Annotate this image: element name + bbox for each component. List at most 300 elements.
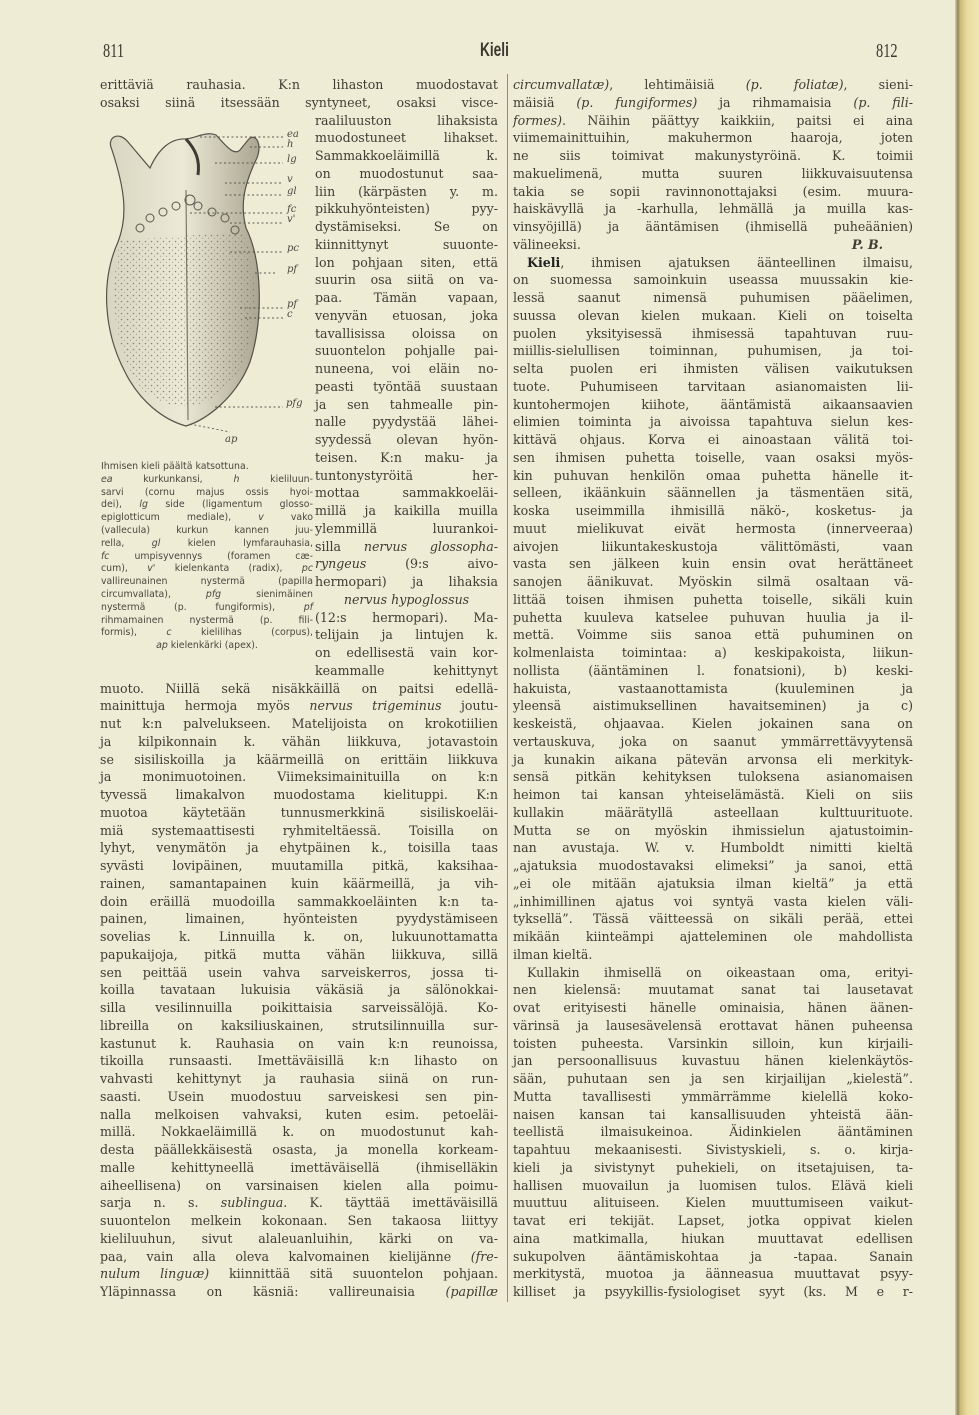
text-run: vahvasti kehittynyt ja rauhasia siinä on run- [100, 1071, 498, 1086]
caption-line [101, 589, 313, 602]
text-line [315, 378, 498, 396]
text-run: vasta sen jälkeen kuin ensin ovat herättäneet [513, 556, 913, 572]
text-line [513, 94, 913, 112]
left-column-narrow [315, 112, 498, 680]
text-run: rihmamainen nystermä (p. fili- [101, 614, 313, 626]
text-line [513, 680, 913, 698]
text-run: nan avustaja. W. v. Humboldt nimitti kieltä [513, 840, 913, 856]
text-line [315, 218, 498, 236]
italic-term: ap [156, 640, 168, 652]
text-run: syvästi lovipäinen, muutamilla pitkä, kaksihaa- [100, 858, 498, 873]
text-run: tyksellä”. Tässä väitteessä on sikäli perää, ettei [513, 911, 913, 927]
text-run: rella, [101, 537, 152, 549]
italic-term: nervus hypoglossus [343, 591, 470, 607]
text-line [315, 183, 498, 201]
text-line [100, 1177, 498, 1195]
text-line [513, 839, 913, 857]
caption-line [101, 627, 313, 640]
italic-term: pc [301, 563, 313, 575]
text-run: telijain ja lintujen k. [315, 627, 498, 643]
text-run: peasti työntää suustaan [315, 378, 498, 394]
text-run: kurkunkansi, [112, 473, 234, 485]
text-run: yleensä aistimuksellinen havaitseminen) ja c) [513, 698, 913, 714]
figure-label: ea [287, 129, 299, 140]
text-line [513, 502, 913, 520]
text-run: ja kilpikonnain k. vähän liikkuva, jotavastoin [100, 733, 498, 749]
text-run: dei), [101, 499, 140, 511]
text-run: Mutta tavallisesti ymmärrämme kielellä koko- [513, 1088, 913, 1104]
text-run: littää toisen ihmisen puhetta toiselle, sikäli kuin [513, 591, 913, 607]
text-run: venyvän etuosan, joka [315, 307, 498, 323]
text-line [513, 1088, 913, 1106]
text-run: muut mielikuvat eivät hermosta (innerveeraa) [513, 520, 913, 536]
figure-label: pc [287, 243, 300, 254]
text-line [513, 555, 913, 573]
text-run: silla vesilinnuilla poikittaisia sarveissälöjä. Ko- [100, 1000, 498, 1015]
text-run: nollista (ääntäminen l. fonatsioni), b) keski- [513, 662, 913, 678]
text-run: tikoilla runsaasti. Imettäväisillä k:n lihasto on [100, 1053, 498, 1069]
text-run: makuelimenä, mutta suuren liikkuvaisuutensa [513, 165, 913, 181]
text-run: nystermä (p. fungiformis), [101, 601, 304, 613]
text-run: , sieni- [843, 77, 913, 92]
text-run: vinsyöjillä) ja ääntämisen (ihmisellä puheäänien) [513, 219, 913, 234]
text-line [513, 609, 913, 627]
text-line [100, 1070, 498, 1088]
text-run: haiskävyllä ja -karhulla, lehmällä ja muilla kas- [513, 201, 913, 217]
text-line [513, 768, 913, 786]
text-line [315, 236, 498, 254]
text-run: doin eräillä muodoilla sammakkoeläinten k:n ta- [100, 893, 498, 909]
text-run: hermopari) ja lihaksia [315, 574, 498, 589]
figure-label: v [287, 174, 293, 185]
text-run: millä. Nokkaeläimillä k. on muodostunut kah- [100, 1124, 498, 1140]
text-line [315, 484, 498, 502]
italic-term: nervus glossopha- [363, 538, 498, 554]
text-run: sovelias k. Linnuilla k. on, lukuunottamatta [100, 929, 498, 944]
text-run: värinsä ja lausesävelensä erottavat hänen puheensa [513, 1017, 913, 1033]
text-run: teisen. K:n maku- ja [315, 449, 498, 465]
text-run: joutu- [441, 698, 498, 714]
text-run: silla [315, 538, 364, 554]
text-line [513, 200, 913, 218]
text-line [513, 1035, 913, 1053]
text-run: Ihmisen kieli päältä katsottuna. [101, 461, 249, 472]
text-run: kieli ja sivistynyt puhekieli, on itsetajuisen, ta- [513, 1159, 913, 1175]
text-run: ja kunakin aikana pätevän arvonsa eli merkityk- [513, 751, 913, 767]
italic-term: formes) [513, 112, 563, 128]
text-line [513, 396, 913, 414]
text-line [100, 94, 498, 112]
text-run: mettä. Voimme siis sanoa että puhuminen on [513, 627, 913, 643]
text-line [100, 857, 498, 875]
text-line [100, 928, 498, 946]
text-line [513, 1283, 913, 1301]
text-line [100, 786, 498, 804]
text-line [513, 183, 913, 201]
text-run: . K. täyttää imettäväisillä [283, 1195, 498, 1211]
text-line [315, 254, 498, 272]
text-line [100, 1088, 498, 1106]
text-line [513, 644, 913, 662]
text-line [315, 112, 498, 130]
text-line [315, 289, 498, 307]
text-run: ne siis toimivat makunystyröinä. K. toimii [513, 148, 913, 163]
text-line [315, 413, 498, 431]
text-line [100, 804, 498, 822]
text-run: mottaa sammakkoeläi- [315, 485, 498, 501]
text-run: kieliluun- [239, 473, 314, 485]
text-line [513, 1194, 913, 1212]
text-run: sensä pitkän kehityksen tuloksena asianomaisen [513, 769, 913, 785]
text-line [100, 76, 498, 94]
text-run: heimon tai kansan yhteiselämästä. Kieli on siis [513, 787, 913, 802]
text-line [315, 431, 498, 449]
caption-line [101, 512, 313, 525]
text-line [513, 662, 913, 680]
text-line [315, 609, 498, 627]
text-run: tuntonystyröitä her- [315, 467, 498, 483]
text-run: teellistä ilmaisukeinoa. Äidinkielen ääntäminen [513, 1124, 913, 1140]
text-line [513, 289, 913, 307]
text-run: elimien toiminta ja aivoissa tapahtuva sielun kes- [513, 414, 913, 430]
italic-term: v [258, 512, 264, 524]
text-line [315, 626, 498, 644]
text-line [513, 307, 913, 325]
text-run: lyhyt, venymätön ja ehytpäinen k., toisilla taas [100, 840, 498, 856]
text-run: paa, vain alla oleva kalvomainen kielijänne [100, 1248, 471, 1264]
text-line [315, 307, 498, 325]
text-run: „ajatuksia muodostavaksi elimeksi” ja sanoi, että [513, 858, 913, 873]
text-run: cum), [101, 563, 148, 575]
text-run: rainen, samantapainen kuin käärmeillä, ja vih- [100, 875, 498, 891]
text-run: aina matkimalla, hiukan muuttavat edellisen [513, 1230, 913, 1246]
text-run: kolmenlaista toimintaa: a) keskipakoista, liikun- [513, 645, 913, 660]
page-edge [955, 0, 979, 1415]
text-line [513, 254, 913, 272]
text-line [513, 999, 913, 1017]
italic-term: gl [151, 537, 161, 549]
text-run: puolen yksityisessä ihmisessä tapahtuvan ruu- [513, 325, 913, 341]
text-line [100, 1194, 498, 1212]
text-run: dystämiseksi. Se on [315, 219, 498, 234]
text-run: vallireunainen nystermä (papilla [101, 576, 313, 588]
text-run: aiheellisena) on varsinaisen kielen alla poimu- [100, 1177, 498, 1193]
text-run: mikään kiinteämpi ajatteleminen ole mahdollista [513, 929, 913, 944]
text-run: tapahtuu mekaanisesti. Sivistyskieli, s. o. kirja- [513, 1142, 913, 1157]
text-line [315, 538, 498, 556]
text-line [100, 910, 498, 928]
text-line [315, 449, 498, 467]
text-line [100, 981, 498, 999]
text-run: suurin osa siitä on va- [315, 272, 498, 288]
text-line [100, 964, 498, 982]
text-run: sarja n. s. [100, 1195, 221, 1211]
running-title: Kieli [480, 40, 509, 61]
text-line [513, 467, 913, 485]
italic-term: c [166, 627, 172, 639]
text-run: millä ja kaikilla muilla [315, 503, 498, 518]
text-run: selleen, ikäänkuin säännellen ja täsmentäen sitä, [513, 485, 913, 501]
italic-term: nulum linguæ) [100, 1266, 210, 1282]
text-run: (12:s hermopari). Ma- [315, 609, 498, 625]
text-line [513, 733, 913, 751]
text-run: osaksi siinä itsessään syntyneet, osaksi visce- [100, 94, 498, 110]
text-run: kielenkärki (apex). [167, 640, 258, 652]
text-line [513, 626, 913, 644]
text-run: jan persoonallisuus kuvastuu hänen kielenkäytös- [513, 1053, 913, 1069]
text-run: kiinnittää sitä suuontelon pohjaan. [209, 1266, 498, 1282]
text-run: suussa olevan kielen mukaan. Kieli on toiselta [513, 307, 913, 323]
text-run: kin puhuvan henkilön omaa puhetta hänelle it- [513, 467, 913, 483]
italic-term: pf [303, 601, 313, 613]
page-number-left: 811 [103, 40, 125, 62]
italic-term: (fre- [470, 1248, 498, 1264]
text-line [100, 1106, 498, 1124]
text-line [315, 360, 498, 378]
text-run: ylemmillä luurankoi- [315, 520, 498, 536]
text-line [513, 1123, 913, 1141]
text-run: miillis-sielullisen toiminnan, puhumisen, ja toi- [513, 343, 913, 359]
italic-term: ea [101, 473, 113, 485]
text-run: , lehtimäisiä [609, 77, 746, 92]
text-run: sienimäinen [221, 588, 314, 600]
text-line [100, 1283, 498, 1301]
text-run: välineeksi. [513, 236, 581, 252]
text-line [100, 999, 498, 1017]
text-line [315, 271, 498, 289]
text-line [513, 342, 913, 360]
text-run: formis), [101, 627, 167, 639]
text-run: nuneena, voi eläin no- [315, 361, 498, 376]
text-run: , ihmisen ajatuksen äänteellinen ilmaisu, [560, 254, 913, 270]
text-run: . Näihin päättyy kaikkiin, paitsi ei aina [562, 112, 913, 128]
text-run: erittäviä rauhasia. K:n lihaston muodostavat [100, 77, 498, 92]
left-column-top [100, 76, 498, 112]
italic-term: sublingua [220, 1195, 284, 1211]
text-line [100, 1017, 498, 1035]
text-line [315, 555, 498, 573]
caption-line [101, 499, 313, 512]
text-run: sarvi (cornu majus ossis hyoi- [101, 486, 313, 498]
text-line [315, 662, 498, 680]
text-line [513, 715, 913, 733]
figure-label: h [287, 139, 294, 150]
text-run: kieliluuhun, sivut alaleuanluihin, kärki on va- [100, 1230, 498, 1246]
figure-label: gl [287, 186, 297, 197]
text-run: Mutta se on myöskin ihmissielun ajatustoimin- [513, 822, 913, 838]
italic-term: h [233, 473, 240, 485]
text-run: tyvessä limakalvon muodostama kielituppi. K:n [100, 787, 498, 802]
text-line [100, 1123, 498, 1141]
text-run: aivojen liikuntakeskustoja välittömästi, vaan [513, 538, 913, 554]
figure-label: pf [287, 264, 298, 275]
text-run: kielenkanta (radix), [155, 563, 302, 575]
text-run: nalle pyydystää lähei- [315, 414, 498, 430]
caption-line [101, 640, 313, 653]
text-line [100, 733, 498, 751]
text-run: naisen kansan tai kansallisuuden yhteistä ään- [513, 1106, 913, 1122]
text-line [100, 1141, 498, 1159]
text-line [100, 1230, 498, 1248]
text-run: killiset ja psyykillis-fysiologiset syyt (ks. M e r- [513, 1284, 913, 1299]
text-run: „inhimillinen ajatus voi syntyä vasta kielen väli- [513, 893, 913, 909]
text-line [100, 875, 498, 893]
text-line [315, 573, 498, 591]
entry-headword: Kieli [527, 254, 561, 270]
text-run: hakuista, vastaanottamista (kuuleminen ja [513, 680, 913, 696]
text-run: (vallecula) kurkun kannen juu- [101, 524, 313, 536]
text-line [513, 271, 913, 289]
text-run: circumvallata), [101, 588, 206, 600]
text-line [513, 1248, 913, 1266]
text-line [513, 1230, 913, 1248]
text-line [315, 520, 498, 538]
text-run: kiinnittynyt suuonte- [315, 236, 498, 252]
text-line [513, 1177, 913, 1195]
text-run: malle kehittyneellä imettäväisellä (ihmiselläkin [100, 1159, 498, 1175]
text-line [315, 165, 498, 183]
text-run: umpisyvennys (foramen cæ- [109, 550, 313, 562]
text-line [315, 644, 498, 662]
text-line [315, 396, 498, 414]
text-line [513, 1141, 913, 1159]
text-line [513, 1052, 913, 1070]
text-run: muuttuu alituiseen. Kielen muuttumiseen vaikut- [513, 1195, 913, 1211]
text-run: puhetta kuuleva katselee puhuvan huulia ja il- [513, 609, 913, 625]
text-line [513, 893, 913, 911]
text-line [513, 1070, 913, 1088]
text-run: paa. Tämän vapaan, [315, 290, 498, 305]
text-line [513, 928, 913, 946]
text-run: muoto. Niillä sekä nisäkkäillä on paitsi edellä- [100, 680, 498, 696]
figure-caption [101, 461, 313, 653]
figure-label: fc [287, 204, 297, 215]
text-run: mäisiä [513, 94, 577, 110]
text-line [513, 76, 913, 94]
text-line [100, 768, 498, 786]
text-run: painen, limainen, hyönteisten pyydystämiseen [100, 911, 498, 927]
text-run: sanojen äänikuvat. Myöskin silmä osaltaan vä- [513, 574, 913, 589]
text-run: mainittuja hermoja myös [100, 698, 310, 714]
text-run: nen kielensä: muutamat sanat tai lausetavat [513, 982, 913, 998]
text-run: ja monimuotoinen. Viimeksimainituilla on k:n [100, 769, 498, 785]
text-run: ja rihmamaisia [697, 94, 854, 110]
text-run: on suomessa samoinkuin useassa muussakin kie- [513, 272, 913, 288]
text-run: muodostuneet lihakset. [315, 130, 498, 146]
text-run: merkitystä, muotoa ja äänneasua muuttavat psyy- [513, 1266, 913, 1282]
right-column [513, 76, 913, 1301]
text-line [315, 129, 498, 147]
caption-line [101, 474, 313, 487]
text-line [100, 1159, 498, 1177]
text-run: nut k:n palvelukseen. Matelijoista on krokotiilien [100, 716, 498, 731]
text-run: sään, puhutaan sen ja sen kirjailijan „kielestä”. [513, 1071, 913, 1086]
text-line [315, 325, 498, 343]
text-run: syydessä olevan hyön- [315, 432, 498, 447]
text-line [513, 981, 913, 999]
text-line [100, 751, 498, 769]
text-run: on edellisestä vain kor- [315, 645, 498, 660]
text-line [513, 449, 913, 467]
text-line [513, 218, 913, 236]
text-line [513, 1017, 913, 1035]
italic-term: (p. foliatæ) [745, 77, 844, 92]
text-run: takia se sopii ravinnonottajaksi (esim. muura- [513, 183, 913, 199]
text-run: tavat eri tekijät. Lapset, jotka oppivat kielen [513, 1213, 913, 1228]
text-line [513, 804, 913, 822]
text-line [513, 520, 913, 538]
text-run: liin (kärpästen y. m. [315, 183, 498, 199]
text-line [100, 822, 498, 840]
text-line [513, 165, 913, 183]
text-run: kielilihas (corpus), [171, 627, 313, 639]
text-run: kielen lymfarauhasia, [160, 537, 313, 549]
caption-line [101, 525, 313, 538]
caption-line [101, 615, 313, 628]
text-run: toisten puheesta. Varsinkin silloin, kun kirjaili- [513, 1035, 913, 1051]
text-line [513, 1212, 913, 1230]
text-line [315, 342, 498, 360]
text-run: ilman kieltä. [513, 946, 593, 962]
italic-term: circumvallatæ) [513, 77, 610, 92]
text-line [100, 697, 498, 715]
text-line [513, 591, 913, 609]
text-run: suuontelon melkein kokonaan. Sen takaosa liittyy [100, 1213, 498, 1228]
text-line [100, 1052, 498, 1070]
text-run: ovat erityisesti hänelle ominaisia, hänen äänen- [513, 1000, 913, 1015]
text-run: Kullakin ihmisellä on oikeastaan oma, erityi- [527, 964, 913, 980]
text-line [513, 360, 913, 378]
text-run: raaliluuston lihaksista [315, 112, 498, 128]
caption-line [101, 563, 313, 576]
text-line [513, 751, 913, 769]
italic-term: lg [139, 499, 148, 511]
text-line [100, 893, 498, 911]
italic-term: (p. fili- [853, 94, 913, 110]
text-run: saasti. Usein muodostuu sarveiskesi sen pin- [100, 1088, 498, 1104]
text-run: epiglotticum mediale), [101, 512, 259, 524]
text-line [513, 378, 913, 396]
text-line [513, 857, 913, 875]
text-run: „ei ole mitään ajatuksia ilman kieltä” ja että [513, 875, 913, 891]
text-run: miä systemaattisesti ryhmiteltäessä. Toisilla on [100, 822, 498, 838]
figure-label: pfg [286, 398, 303, 409]
text-line [100, 1035, 498, 1053]
caption-line [101, 538, 313, 551]
caption-line [101, 602, 313, 615]
text-line [513, 484, 913, 502]
text-line [513, 573, 913, 591]
text-line [100, 680, 498, 698]
text-line [513, 946, 913, 964]
text-line [513, 413, 913, 431]
text-line [315, 502, 498, 520]
text-line [513, 236, 913, 254]
left-column-bottom [100, 680, 498, 1301]
text-run: pikkuhyönteisten) pyy- [315, 201, 498, 217]
text-run: sukupolven ääntämiskohtaa ja -tapaa. Sanain [513, 1248, 913, 1264]
page-number-right: 812 [876, 40, 898, 62]
text-line [100, 839, 498, 857]
text-run: papukaijoja, pitkä mutta vähän liikkuva, sillä [100, 946, 498, 962]
text-line [513, 786, 913, 804]
text-line [513, 538, 913, 556]
text-run: koilla tavataan lukuisia väkäsiä ja sälönokkai- [100, 982, 498, 998]
text-line [513, 697, 913, 715]
text-line [513, 325, 913, 343]
text-run: libreilla on kaksiliuskainen, strutsilinnuilla sur- [100, 1017, 498, 1033]
text-run: nalla melkoisen vahvaksi, kuten esim. petoeläi- [100, 1106, 498, 1122]
